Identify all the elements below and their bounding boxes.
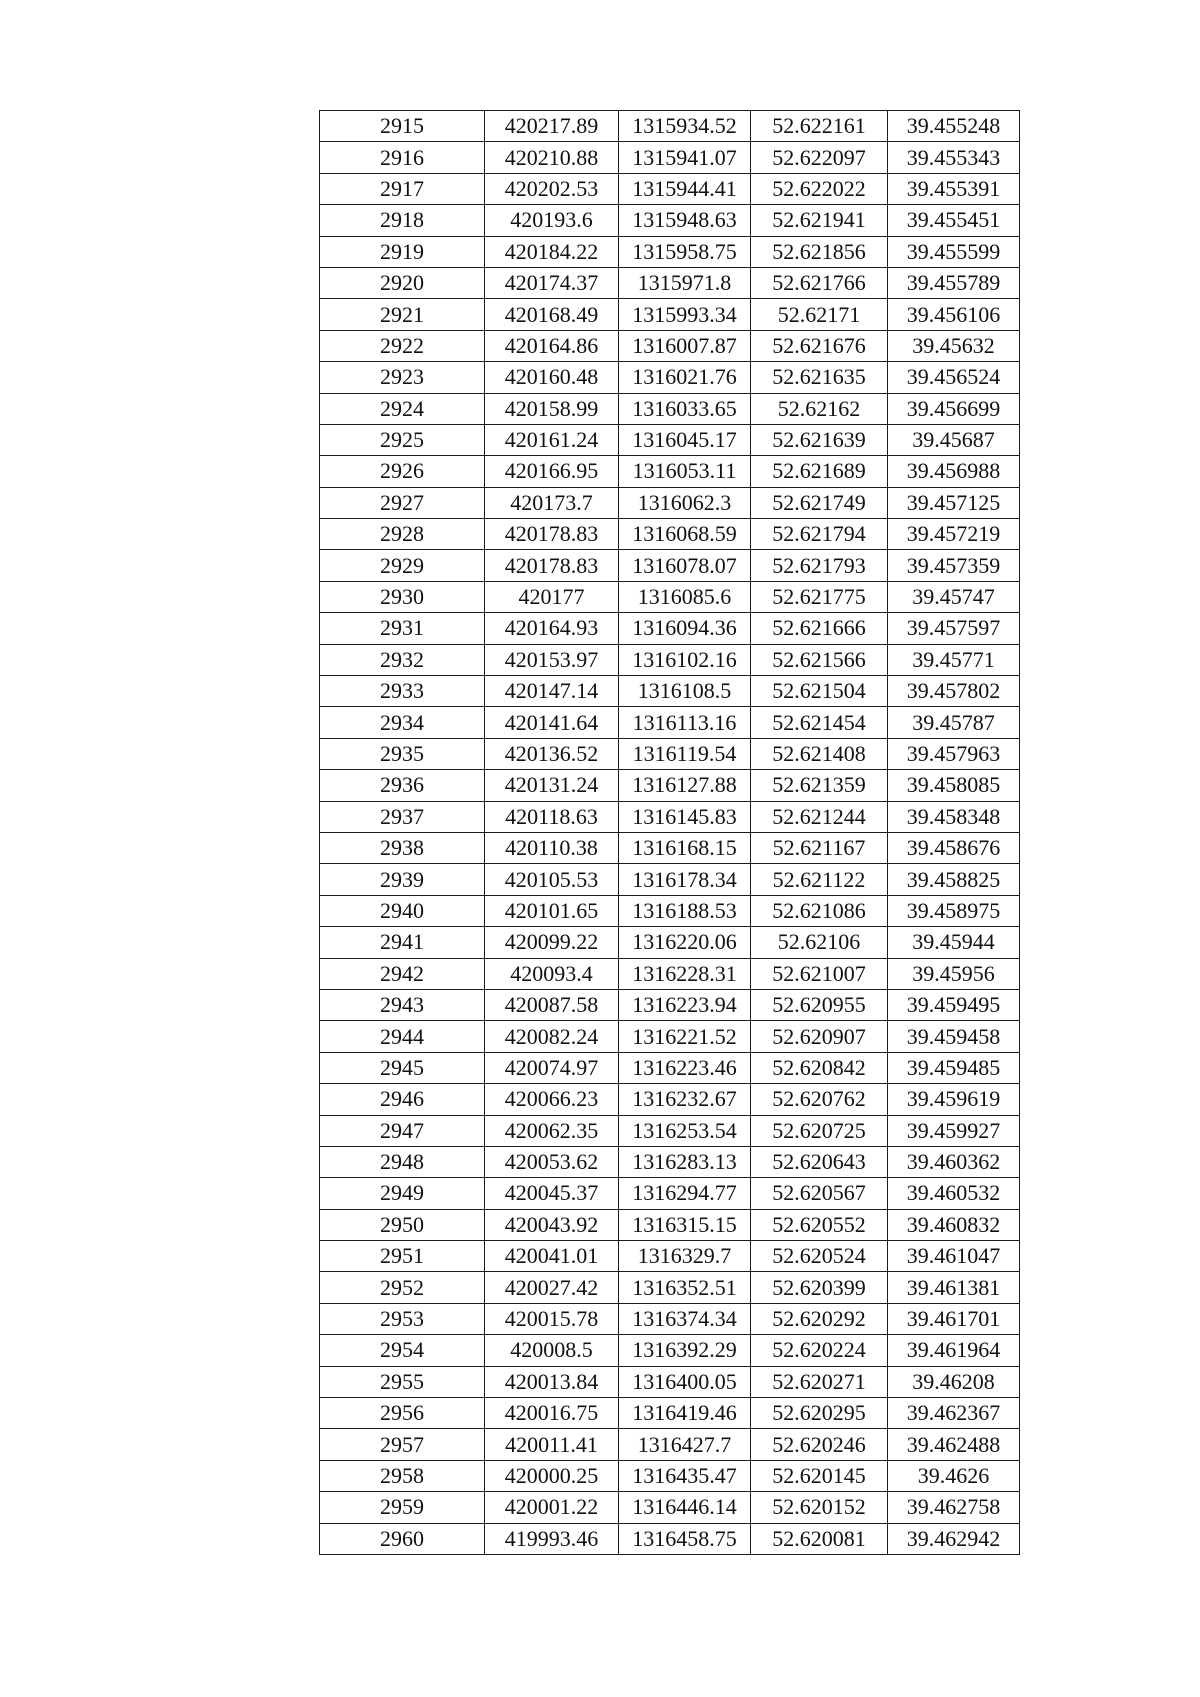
latitude-cell: 52.620246 [751, 1429, 888, 1460]
latitude-cell: 52.621122 [751, 864, 888, 895]
latitude-cell: 52.620271 [751, 1366, 888, 1397]
latitude-cell: 52.621794 [751, 519, 888, 550]
latitude-cell: 52.62171 [751, 299, 888, 330]
y-coordinate-cell: 1316374.34 [619, 1303, 751, 1334]
table-row [320, 1272, 1020, 1303]
longitude-cell: 39.45787 [888, 707, 1020, 738]
longitude-cell: 39.459495 [888, 989, 1020, 1020]
longitude-cell: 39.455789 [888, 267, 1020, 298]
x-coordinate-cell: 420173.7 [485, 487, 619, 518]
table-row [320, 1398, 1020, 1429]
longitude-cell: 39.46208 [888, 1366, 1020, 1397]
point-number-cell: 2919 [320, 236, 485, 267]
y-coordinate-cell: 1316021.76 [619, 362, 751, 393]
y-coordinate-cell: 1315993.34 [619, 299, 751, 330]
longitude-cell: 39.460832 [888, 1209, 1020, 1240]
x-coordinate-cell: 420141.64 [485, 707, 619, 738]
y-coordinate-cell: 1316078.07 [619, 550, 751, 581]
longitude-cell: 39.462758 [888, 1492, 1020, 1523]
table-row [320, 1492, 1020, 1523]
y-coordinate-cell: 1316145.83 [619, 801, 751, 832]
point-number-cell: 2960 [320, 1523, 485, 1554]
point-number-cell: 2924 [320, 393, 485, 424]
y-coordinate-cell: 1316223.46 [619, 1052, 751, 1083]
latitude-cell: 52.620081 [751, 1523, 888, 1554]
point-number-cell: 2916 [320, 142, 485, 173]
x-coordinate-cell: 420043.92 [485, 1209, 619, 1240]
longitude-cell: 39.460532 [888, 1178, 1020, 1209]
longitude-cell: 39.462367 [888, 1398, 1020, 1429]
table-row [320, 676, 1020, 707]
latitude-cell: 52.621244 [751, 801, 888, 832]
longitude-cell: 39.457125 [888, 487, 1020, 518]
x-coordinate-cell: 420082.24 [485, 1021, 619, 1052]
point-number-cell: 2956 [320, 1398, 485, 1429]
x-coordinate-cell: 420158.99 [485, 393, 619, 424]
point-number-cell: 2954 [320, 1335, 485, 1366]
point-number-cell: 2952 [320, 1272, 485, 1303]
latitude-cell: 52.621454 [751, 707, 888, 738]
longitude-cell: 39.45632 [888, 330, 1020, 361]
latitude-cell: 52.62106 [751, 927, 888, 958]
table-row [320, 1084, 1020, 1115]
table-row [320, 1335, 1020, 1366]
point-number-cell: 2945 [320, 1052, 485, 1083]
point-number-cell: 2936 [320, 770, 485, 801]
latitude-cell: 52.621689 [751, 456, 888, 487]
point-number-cell: 2957 [320, 1429, 485, 1460]
point-number-cell: 2929 [320, 550, 485, 581]
table-row [320, 801, 1020, 832]
latitude-cell: 52.620295 [751, 1398, 888, 1429]
table-row [320, 236, 1020, 267]
table-row [320, 1241, 1020, 1272]
point-number-cell: 2947 [320, 1115, 485, 1146]
table-row [320, 707, 1020, 738]
y-coordinate-cell: 1316127.88 [619, 770, 751, 801]
table-row [320, 111, 1020, 142]
table-row [320, 927, 1020, 958]
longitude-cell: 39.458975 [888, 895, 1020, 926]
x-coordinate-cell: 420136.52 [485, 738, 619, 769]
point-number-cell: 2958 [320, 1460, 485, 1491]
latitude-cell: 52.620643 [751, 1146, 888, 1177]
x-coordinate-cell: 420166.95 [485, 456, 619, 487]
y-coordinate-cell: 1316094.36 [619, 613, 751, 644]
point-number-cell: 2920 [320, 267, 485, 298]
point-number-cell: 2953 [320, 1303, 485, 1334]
y-coordinate-cell: 1316068.59 [619, 519, 751, 550]
y-coordinate-cell: 1316419.46 [619, 1398, 751, 1429]
latitude-cell: 52.621793 [751, 550, 888, 581]
y-coordinate-cell: 1316220.06 [619, 927, 751, 958]
latitude-cell: 52.620955 [751, 989, 888, 1020]
table-row [320, 1366, 1020, 1397]
y-coordinate-cell: 1316085.6 [619, 581, 751, 612]
table-row [320, 205, 1020, 236]
table-row [320, 770, 1020, 801]
x-coordinate-cell: 420217.89 [485, 111, 619, 142]
latitude-cell: 52.620567 [751, 1178, 888, 1209]
x-coordinate-cell: 420131.24 [485, 770, 619, 801]
latitude-cell: 52.620292 [751, 1303, 888, 1334]
table-row [320, 142, 1020, 173]
table-row [320, 1178, 1020, 1209]
longitude-cell: 39.455248 [888, 111, 1020, 142]
latitude-cell: 52.62162 [751, 393, 888, 424]
latitude-cell: 52.621504 [751, 676, 888, 707]
x-coordinate-cell: 420147.14 [485, 676, 619, 707]
latitude-cell: 52.621566 [751, 644, 888, 675]
longitude-cell: 39.455599 [888, 236, 1020, 267]
latitude-cell: 52.621856 [751, 236, 888, 267]
table-row [320, 1021, 1020, 1052]
y-coordinate-cell: 1316188.53 [619, 895, 751, 926]
x-coordinate-cell: 420099.22 [485, 927, 619, 958]
table-row [320, 581, 1020, 612]
table-row [320, 550, 1020, 581]
latitude-cell: 52.620399 [751, 1272, 888, 1303]
longitude-cell: 39.45944 [888, 927, 1020, 958]
longitude-cell: 39.456106 [888, 299, 1020, 330]
latitude-cell: 52.621359 [751, 770, 888, 801]
x-coordinate-cell: 420210.88 [485, 142, 619, 173]
x-coordinate-cell: 420193.6 [485, 205, 619, 236]
table-row [320, 267, 1020, 298]
table-row [320, 424, 1020, 455]
y-coordinate-cell: 1316458.75 [619, 1523, 751, 1554]
latitude-cell: 52.620725 [751, 1115, 888, 1146]
point-number-cell: 2930 [320, 581, 485, 612]
point-number-cell: 2959 [320, 1492, 485, 1523]
y-coordinate-cell: 1316108.5 [619, 676, 751, 707]
point-number-cell: 2915 [320, 111, 485, 142]
point-number-cell: 2951 [320, 1241, 485, 1272]
x-coordinate-cell: 420184.22 [485, 236, 619, 267]
y-coordinate-cell: 1316102.16 [619, 644, 751, 675]
x-coordinate-cell: 420164.93 [485, 613, 619, 644]
longitude-cell: 39.458676 [888, 832, 1020, 863]
x-coordinate-cell: 420174.37 [485, 267, 619, 298]
latitude-cell: 52.622022 [751, 173, 888, 204]
y-coordinate-cell: 1316221.52 [619, 1021, 751, 1052]
point-number-cell: 2941 [320, 927, 485, 958]
point-number-cell: 2923 [320, 362, 485, 393]
point-number-cell: 2926 [320, 456, 485, 487]
x-coordinate-cell: 420013.84 [485, 1366, 619, 1397]
longitude-cell: 39.461381 [888, 1272, 1020, 1303]
point-number-cell: 2940 [320, 895, 485, 926]
point-number-cell: 2931 [320, 613, 485, 644]
y-coordinate-cell: 1316228.31 [619, 958, 751, 989]
y-coordinate-cell: 1316113.16 [619, 707, 751, 738]
point-number-cell: 2921 [320, 299, 485, 330]
table-row [320, 1429, 1020, 1460]
longitude-cell: 39.455343 [888, 142, 1020, 173]
x-coordinate-cell: 420053.62 [485, 1146, 619, 1177]
table-row [320, 173, 1020, 204]
point-number-cell: 2942 [320, 958, 485, 989]
y-coordinate-cell: 1316223.94 [619, 989, 751, 1020]
point-number-cell: 2927 [320, 487, 485, 518]
x-coordinate-cell: 420011.41 [485, 1429, 619, 1460]
table-row [320, 1303, 1020, 1334]
x-coordinate-cell: 420027.42 [485, 1272, 619, 1303]
latitude-cell: 52.621086 [751, 895, 888, 926]
y-coordinate-cell: 1316053.11 [619, 456, 751, 487]
longitude-cell: 39.456524 [888, 362, 1020, 393]
table-row [320, 989, 1020, 1020]
table-row [320, 1146, 1020, 1177]
latitude-cell: 52.621666 [751, 613, 888, 644]
x-coordinate-cell: 420093.4 [485, 958, 619, 989]
table-row [320, 1115, 1020, 1146]
longitude-cell: 39.458348 [888, 801, 1020, 832]
x-coordinate-cell: 420168.49 [485, 299, 619, 330]
x-coordinate-cell: 420164.86 [485, 330, 619, 361]
x-coordinate-cell: 420177 [485, 581, 619, 612]
y-coordinate-cell: 1316329.7 [619, 1241, 751, 1272]
longitude-cell: 39.459927 [888, 1115, 1020, 1146]
point-number-cell: 2933 [320, 676, 485, 707]
point-number-cell: 2932 [320, 644, 485, 675]
latitude-cell: 52.620907 [751, 1021, 888, 1052]
point-number-cell: 2944 [320, 1021, 485, 1052]
x-coordinate-cell: 420118.63 [485, 801, 619, 832]
longitude-cell: 39.459485 [888, 1052, 1020, 1083]
x-coordinate-cell: 420153.97 [485, 644, 619, 675]
longitude-cell: 39.455391 [888, 173, 1020, 204]
y-coordinate-cell: 1316446.14 [619, 1492, 751, 1523]
longitude-cell: 39.457597 [888, 613, 1020, 644]
table-row [320, 832, 1020, 863]
y-coordinate-cell: 1316033.65 [619, 393, 751, 424]
longitude-cell: 39.461701 [888, 1303, 1020, 1334]
table-row [320, 393, 1020, 424]
longitude-cell: 39.462942 [888, 1523, 1020, 1554]
latitude-cell: 52.621639 [751, 424, 888, 455]
longitude-cell: 39.457802 [888, 676, 1020, 707]
longitude-cell: 39.457219 [888, 519, 1020, 550]
table-row [320, 487, 1020, 518]
point-number-cell: 2946 [320, 1084, 485, 1115]
y-coordinate-cell: 1315958.75 [619, 236, 751, 267]
longitude-cell: 39.461047 [888, 1241, 1020, 1272]
point-number-cell: 2949 [320, 1178, 485, 1209]
y-coordinate-cell: 1316435.47 [619, 1460, 751, 1491]
point-number-cell: 2934 [320, 707, 485, 738]
point-number-cell: 2928 [320, 519, 485, 550]
table-row [320, 644, 1020, 675]
point-number-cell: 2938 [320, 832, 485, 863]
y-coordinate-cell: 1315934.52 [619, 111, 751, 142]
latitude-cell: 52.621167 [751, 832, 888, 863]
point-number-cell: 2937 [320, 801, 485, 832]
point-number-cell: 2939 [320, 864, 485, 895]
latitude-cell: 52.621749 [751, 487, 888, 518]
y-coordinate-cell: 1315948.63 [619, 205, 751, 236]
x-coordinate-cell: 420178.83 [485, 519, 619, 550]
x-coordinate-cell: 420062.35 [485, 1115, 619, 1146]
x-coordinate-cell: 420045.37 [485, 1178, 619, 1209]
point-number-cell: 2917 [320, 173, 485, 204]
latitude-cell: 52.621766 [751, 267, 888, 298]
point-number-cell: 2948 [320, 1146, 485, 1177]
point-number-cell: 2935 [320, 738, 485, 769]
table-row [320, 1460, 1020, 1491]
table-row [320, 456, 1020, 487]
longitude-cell: 39.45956 [888, 958, 1020, 989]
y-coordinate-cell: 1316315.15 [619, 1209, 751, 1240]
longitude-cell: 39.458825 [888, 864, 1020, 895]
x-coordinate-cell: 420110.38 [485, 832, 619, 863]
table-row [320, 864, 1020, 895]
x-coordinate-cell: 420160.48 [485, 362, 619, 393]
latitude-cell: 52.620842 [751, 1052, 888, 1083]
y-coordinate-cell: 1315941.07 [619, 142, 751, 173]
y-coordinate-cell: 1316168.15 [619, 832, 751, 863]
x-coordinate-cell: 420016.75 [485, 1398, 619, 1429]
longitude-cell: 39.458085 [888, 770, 1020, 801]
longitude-cell: 39.45747 [888, 581, 1020, 612]
longitude-cell: 39.461964 [888, 1335, 1020, 1366]
longitude-cell: 39.460362 [888, 1146, 1020, 1177]
x-coordinate-cell: 420087.58 [485, 989, 619, 1020]
y-coordinate-cell: 1316232.67 [619, 1084, 751, 1115]
longitude-cell: 39.4626 [888, 1460, 1020, 1491]
longitude-cell: 39.462488 [888, 1429, 1020, 1460]
latitude-cell: 52.621408 [751, 738, 888, 769]
point-number-cell: 2922 [320, 330, 485, 361]
y-coordinate-cell: 1316352.51 [619, 1272, 751, 1303]
y-coordinate-cell: 1316294.77 [619, 1178, 751, 1209]
y-coordinate-cell: 1316400.05 [619, 1366, 751, 1397]
x-coordinate-cell: 420202.53 [485, 173, 619, 204]
coordinates-table [319, 110, 1020, 1555]
y-coordinate-cell: 1316253.54 [619, 1115, 751, 1146]
x-coordinate-cell: 420105.53 [485, 864, 619, 895]
latitude-cell: 52.620145 [751, 1460, 888, 1491]
longitude-cell: 39.45687 [888, 424, 1020, 455]
table-row [320, 1523, 1020, 1554]
table-row [320, 362, 1020, 393]
latitude-cell: 52.620552 [751, 1209, 888, 1240]
latitude-cell: 52.622161 [751, 111, 888, 142]
point-number-cell: 2918 [320, 205, 485, 236]
y-coordinate-cell: 1316427.7 [619, 1429, 751, 1460]
y-coordinate-cell: 1316045.17 [619, 424, 751, 455]
longitude-cell: 39.459619 [888, 1084, 1020, 1115]
latitude-cell: 52.621635 [751, 362, 888, 393]
table-row [320, 1209, 1020, 1240]
x-coordinate-cell: 420001.22 [485, 1492, 619, 1523]
latitude-cell: 52.620224 [751, 1335, 888, 1366]
latitude-cell: 52.621941 [751, 205, 888, 236]
x-coordinate-cell: 420066.23 [485, 1084, 619, 1115]
latitude-cell: 52.621676 [751, 330, 888, 361]
longitude-cell: 39.457963 [888, 738, 1020, 769]
x-coordinate-cell: 420041.01 [485, 1241, 619, 1272]
coordinates-table-body [320, 111, 1020, 1555]
longitude-cell: 39.456988 [888, 456, 1020, 487]
table-row [320, 299, 1020, 330]
longitude-cell: 39.45771 [888, 644, 1020, 675]
x-coordinate-cell: 420015.78 [485, 1303, 619, 1334]
x-coordinate-cell: 420178.83 [485, 550, 619, 581]
latitude-cell: 52.620524 [751, 1241, 888, 1272]
y-coordinate-cell: 1316178.34 [619, 864, 751, 895]
x-coordinate-cell: 420000.25 [485, 1460, 619, 1491]
latitude-cell: 52.620762 [751, 1084, 888, 1115]
table-row [320, 958, 1020, 989]
longitude-cell: 39.455451 [888, 205, 1020, 236]
latitude-cell: 52.620152 [751, 1492, 888, 1523]
y-coordinate-cell: 1316283.13 [619, 1146, 751, 1177]
x-coordinate-cell: 420101.65 [485, 895, 619, 926]
point-number-cell: 2950 [320, 1209, 485, 1240]
y-coordinate-cell: 1316392.29 [619, 1335, 751, 1366]
table-row [320, 330, 1020, 361]
point-number-cell: 2925 [320, 424, 485, 455]
table-row [320, 613, 1020, 644]
x-coordinate-cell: 420008.5 [485, 1335, 619, 1366]
x-coordinate-cell: 420161.24 [485, 424, 619, 455]
x-coordinate-cell: 420074.97 [485, 1052, 619, 1083]
longitude-cell: 39.457359 [888, 550, 1020, 581]
latitude-cell: 52.622097 [751, 142, 888, 173]
y-coordinate-cell: 1315944.41 [619, 173, 751, 204]
longitude-cell: 39.456699 [888, 393, 1020, 424]
latitude-cell: 52.621007 [751, 958, 888, 989]
table-row [320, 519, 1020, 550]
longitude-cell: 39.459458 [888, 1021, 1020, 1052]
y-coordinate-cell: 1315971.8 [619, 267, 751, 298]
point-number-cell: 2943 [320, 989, 485, 1020]
y-coordinate-cell: 1316007.87 [619, 330, 751, 361]
point-number-cell: 2955 [320, 1366, 485, 1397]
table-row [320, 895, 1020, 926]
table-row [320, 1052, 1020, 1083]
x-coordinate-cell: 419993.46 [485, 1523, 619, 1554]
latitude-cell: 52.621775 [751, 581, 888, 612]
y-coordinate-cell: 1316062.3 [619, 487, 751, 518]
table-row [320, 738, 1020, 769]
y-coordinate-cell: 1316119.54 [619, 738, 751, 769]
